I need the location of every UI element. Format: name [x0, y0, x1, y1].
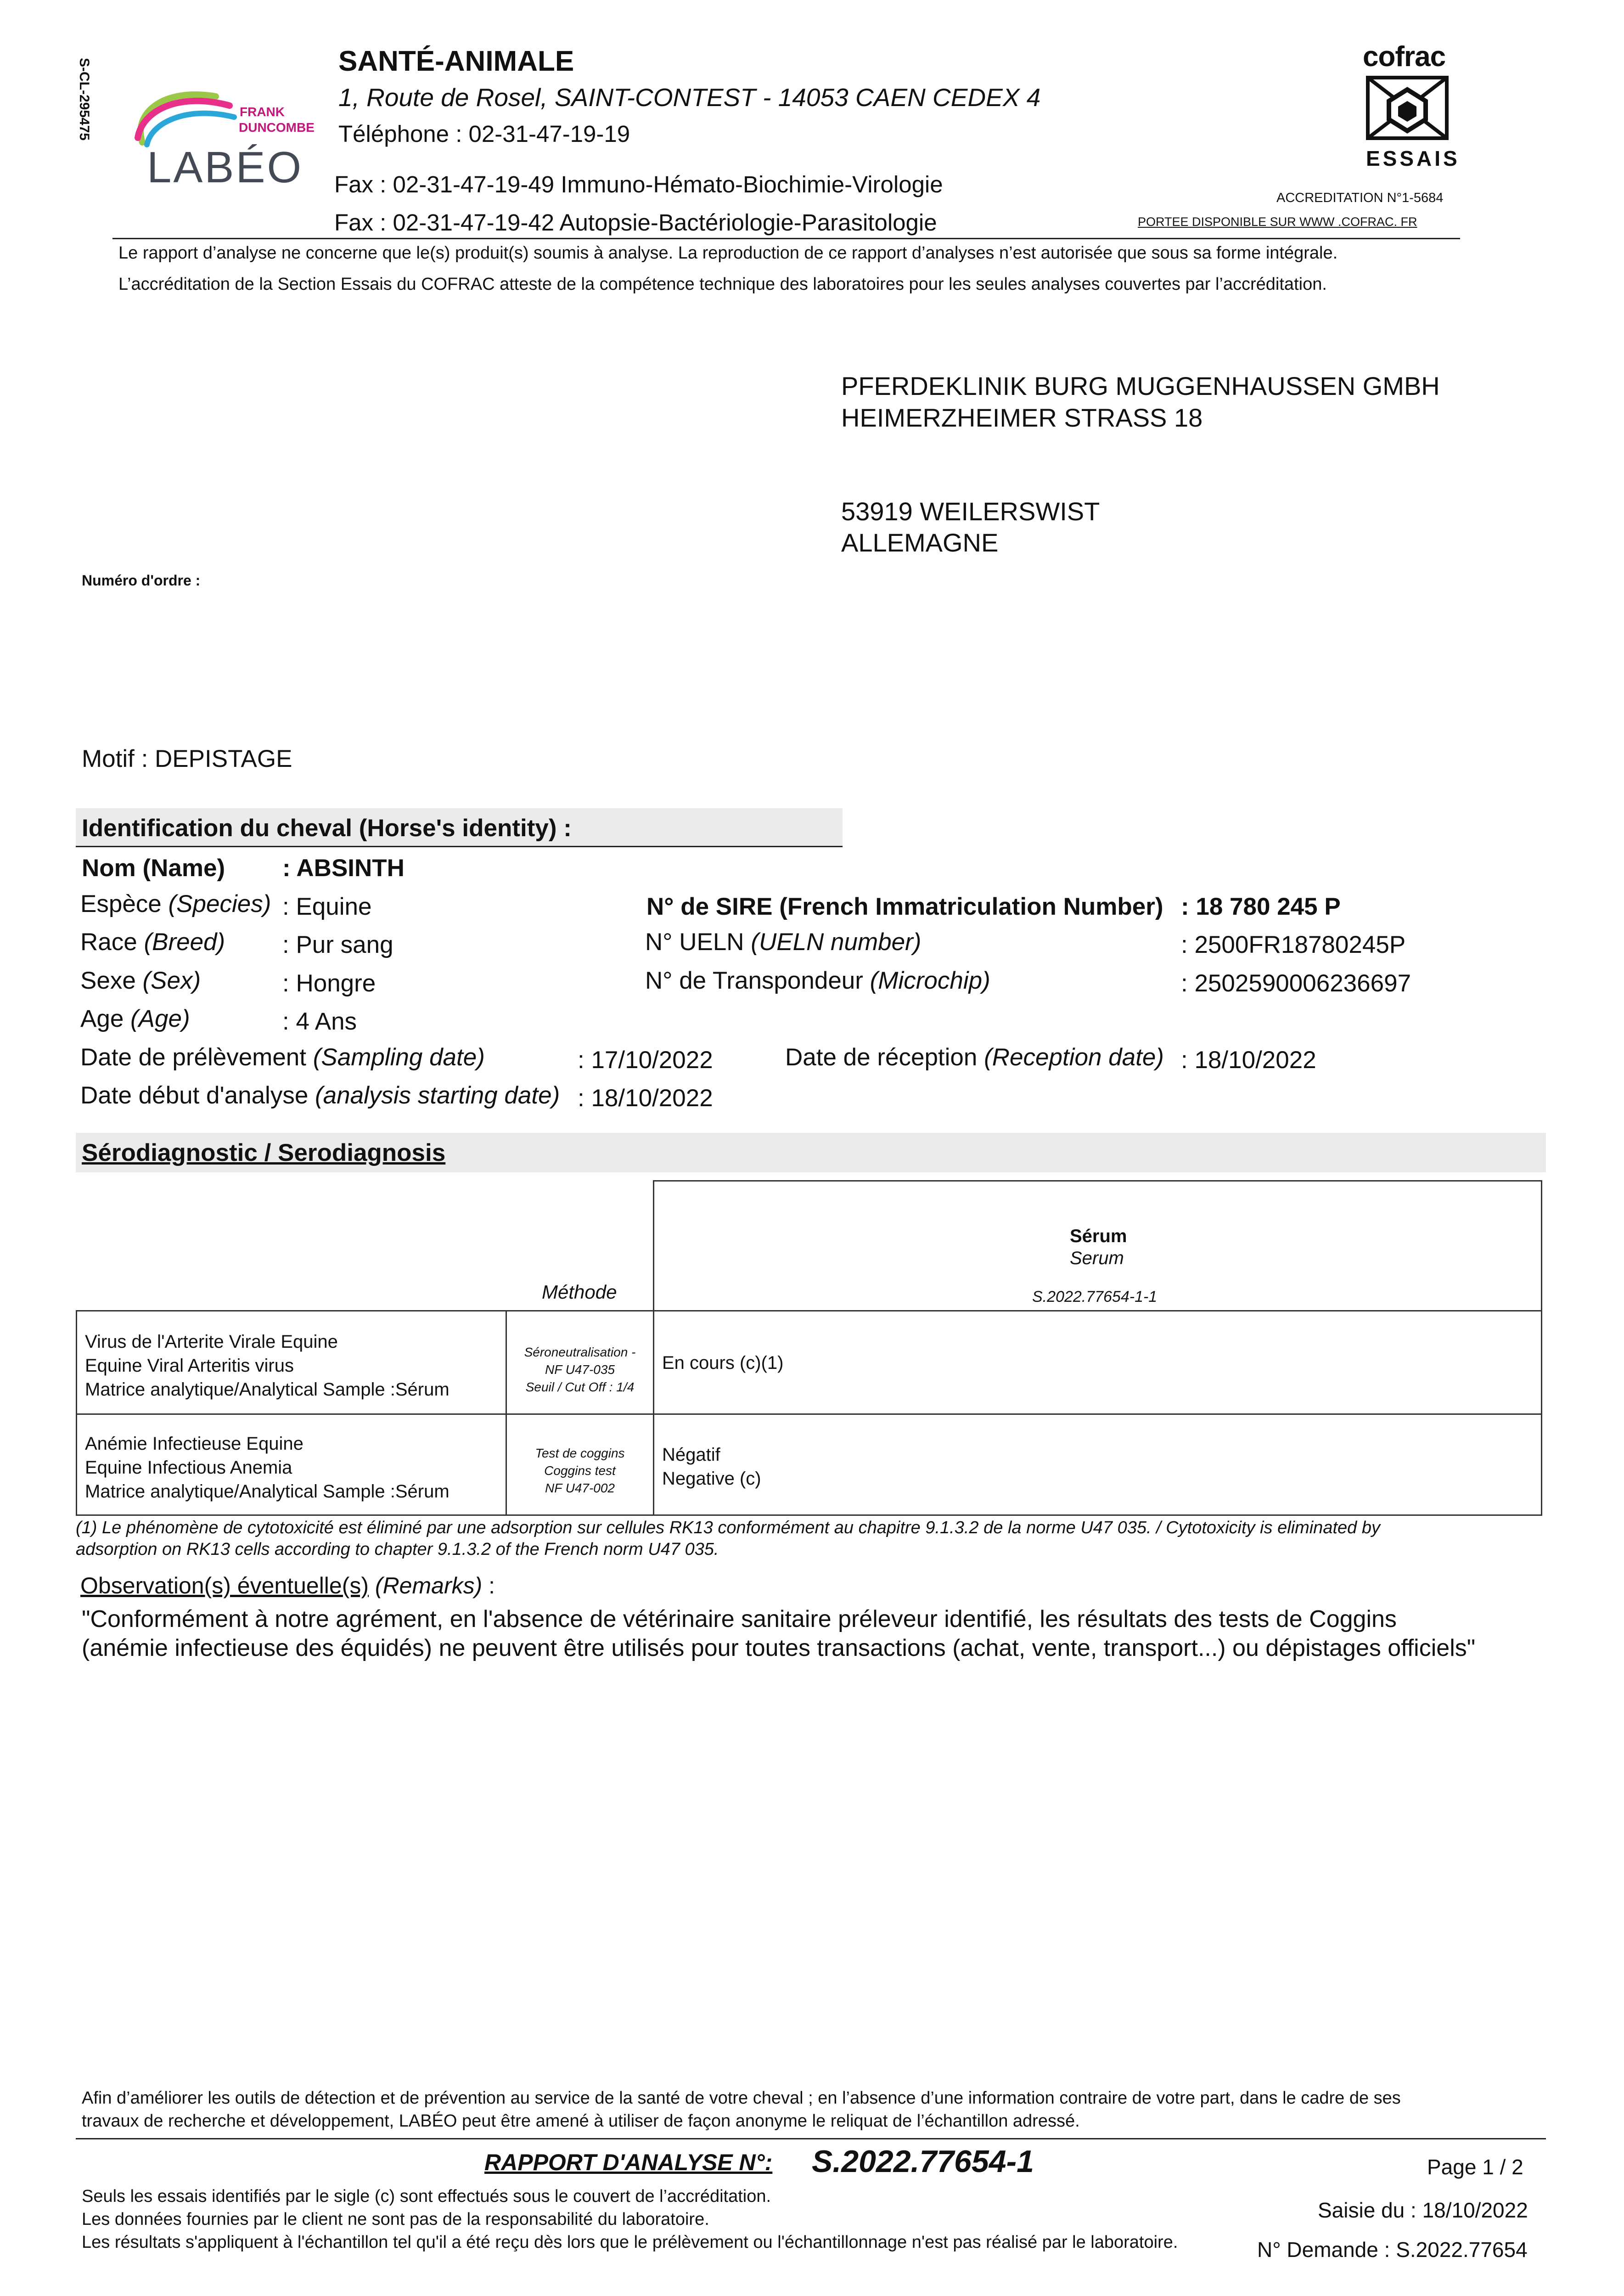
- serum-column-header: Sérum: [1070, 1226, 1127, 1246]
- demande-number: N° Demande : S.2022.77654: [1257, 2238, 1528, 2262]
- analysis-date-label: Date début d'analyse (analysis starting date): [80, 1082, 560, 1109]
- sex-label: Sexe (Sex): [80, 967, 201, 994]
- name-value: : ABSINTH: [282, 855, 405, 882]
- logo-brand: LABÉO: [147, 143, 303, 192]
- page-number: Page 1 / 2: [1427, 2155, 1523, 2179]
- remarks-line-2: (anémie infectieuse des équidés) ne peuvent être utilisés pour toutes transactions (achat, vente, transport...) ou dépistages officiels": [82, 1635, 1476, 1661]
- side-code: S-CL-295475: [77, 58, 92, 141]
- sample-id: S.2022.77654-1-1: [1032, 1288, 1158, 1306]
- table-row-2-method: Test de coggins Coggins test NF U47-002: [535, 1446, 625, 1495]
- identification-title: Identification du cheval (Horse's identity) :: [82, 815, 572, 842]
- results-table-bottom-line: [76, 1514, 1542, 1516]
- saisie-date: Saisie du : 18/10/2022: [1318, 2198, 1528, 2222]
- disclaimer-line-2: L’accréditation de la Section Essais du COFRAC atteste de la compétence technique des laboratoires pour les seules analyses couvertes par l’accréditation.: [118, 275, 1327, 294]
- serum-column-header-en: Serum: [1070, 1248, 1124, 1268]
- org-fax-1: Fax : 02-31-47-19-49 Immuno-Hémato-Biochimie-Virologie: [334, 171, 943, 197]
- results-table-top-line: [76, 1310, 1542, 1311]
- serodiagnostic-title: Sérodiagnostic / Serodiagnosis: [82, 1139, 446, 1166]
- species-value: : Equine: [282, 893, 372, 920]
- report-label: RAPPORT D'ANALYSE N°:: [484, 2150, 773, 2175]
- footer-note-1: Seuls les essais identifiés par le sigle (c) sont effectués sous le couvert de l’accréditation.: [82, 2187, 771, 2206]
- cofrac-accreditation: ACCREDITATION N°1-5684: [1276, 191, 1444, 205]
- recipient-line-3: 53919 WEILERSWIST: [841, 497, 1100, 526]
- method-column-header: Méthode: [542, 1281, 617, 1303]
- header-divider: [112, 238, 1460, 239]
- transponder-label: N° de Transpondeur (Microchip): [645, 967, 990, 994]
- reception-date-value: : 18/10/2022: [1181, 1047, 1316, 1074]
- report-number: S.2022.77654-1: [812, 2144, 1034, 2179]
- results-table-row-divider: [76, 1413, 1542, 1415]
- labeo-logo: [124, 78, 331, 197]
- ueln-value: : 2500FR18780245P: [1181, 931, 1406, 958]
- breed-label: Race (Breed): [80, 929, 225, 956]
- identification-title-underline: [76, 846, 843, 847]
- transponder-value: : 2502590006236697: [1181, 970, 1411, 997]
- disclaimer-line-1: Le rapport d’analyse ne concerne que le(s) produit(s) soumis à analyse. La reproduction de ce rapport d’analyses n’est autorisée que sous sa forme intégrale.: [118, 243, 1338, 263]
- cofrac-label: ESSAIS: [1366, 146, 1460, 170]
- sire-value: : 18 780 245 P: [1181, 893, 1341, 920]
- table-row-1-result: En cours (c)(1): [662, 1353, 784, 1373]
- org-address: 1, Route de Rosel, SAINT-CONTEST - 14053 CAEN CEDEX 4: [338, 83, 1041, 112]
- motif: Motif : DEPISTAGE: [82, 745, 292, 772]
- table-row-2-analysis: Anémie Infectieuse Equine Equine Infectious Anemia Matrice analytique/Analytical Sample :Sérum: [85, 1434, 450, 1502]
- sampling-date-value: : 17/10/2022: [578, 1047, 713, 1074]
- logo-swoosh-icon: [124, 78, 243, 152]
- footnote-line-1: (1) Le phénomène de cytotoxicité est éliminé par une adsorption sur cellules RK13 conformément au chapitre 9.1.3.2 de la norme U47 035. / Cytotoxicity is eliminated by: [76, 1518, 1380, 1537]
- cofrac-emblem-icon: [1366, 76, 1449, 140]
- sampling-date-label: Date de prélèvement (Sampling date): [80, 1044, 485, 1071]
- recipient-line-4: ALLEMAGNE: [841, 528, 999, 557]
- cofrac-name: cofrac: [1363, 41, 1446, 73]
- order-number-label: Numéro d'ordre :: [82, 572, 201, 589]
- results-table-left-edge: [76, 1310, 77, 1516]
- table-row-1-analysis: Virus de l'Arterite Virale Equine Equine Viral Arteritis virus Matrice analytique/Analytical Sample :Sérum: [85, 1332, 450, 1400]
- ueln-label: N° UELN (UELN number): [645, 929, 922, 956]
- age-label: Age (Age): [80, 1005, 190, 1032]
- footer-note-3: Les résultats s'appliquent à l'échantillon tel qu'il a été reçu dès lors que le prélèvement ou l'échantillonnage n'est pas réalisé par le laboratoire.: [82, 2233, 1178, 2252]
- logo-tagline-1: FRANK: [240, 105, 285, 119]
- name-label: Nom (Name): [82, 855, 225, 882]
- analysis-date-value: : 18/10/2022: [578, 1085, 713, 1112]
- bottom-note-line-2: travaux de recherche et développement, LABÉO peut être amené à utiliser de façon anonyme le reliquat de l’échantillon adressé.: [82, 2111, 1080, 2131]
- remarks-line-1: "Conformément à notre agrément, en l'absence de vétérinaire sanitaire préleveur identifié, les résultats des tests de Coggins: [82, 1606, 1397, 1632]
- recipient-line-2: HEIMERZHEIMER STRASS 18: [841, 403, 1203, 432]
- org-name: SANTÉ-ANIMALE: [338, 45, 574, 77]
- footer-divider: [76, 2138, 1546, 2139]
- org-phone: Téléphone : 02-31-47-19-19: [338, 121, 630, 147]
- footer-note-2: Les données fournies par le client ne sont pas de la responsabilité du laboratoire.: [82, 2210, 709, 2229]
- bottom-note-line-1: Afin d’améliorer les outils de détection et de prévention au service de la santé de votre cheval ; en l’absence d’une information contraire de votre part, dans le cadre de ses: [82, 2088, 1401, 2108]
- breed-value: : Pur sang: [282, 931, 393, 958]
- recipient-line-1: PFERDEKLINIK BURG MUGGENHAUSSEN GMBH: [841, 371, 1440, 400]
- org-fax-2: Fax : 02-31-47-19-42 Autopsie-Bactériologie-Parasitologie: [334, 209, 937, 236]
- results-table-right-edge: [1541, 1310, 1542, 1516]
- sex-value: : Hongre: [282, 970, 376, 997]
- remarks-label: Observation(s) éventuelle(s) (Remarks) :: [80, 1573, 495, 1598]
- age-value: : 4 Ans: [282, 1008, 357, 1035]
- footnote-line-2: adsorption on RK13 cells according to chapter 9.1.3.2 of the French norm U47 035.: [76, 1540, 719, 1559]
- sire-label: N° de SIRE (French Immatriculation Number): [646, 893, 1163, 920]
- logo-tagline-2: DUNCOMBE: [239, 120, 315, 135]
- table-row-1-method: Séroneutralisation - NF U47-035 Seuil / Cut Off : 1/4: [524, 1345, 636, 1394]
- species-label: Espèce (Species): [80, 890, 271, 917]
- cofrac-portee-link[interactable]: PORTEE DISPONIBLE SUR WWW .COFRAC. FR: [1138, 215, 1417, 229]
- table-row-2-result: Négatif Negative (c): [662, 1445, 761, 1489]
- results-table-result-divider: [653, 1310, 654, 1516]
- reception-date-label: Date de réception (Reception date): [785, 1044, 1164, 1071]
